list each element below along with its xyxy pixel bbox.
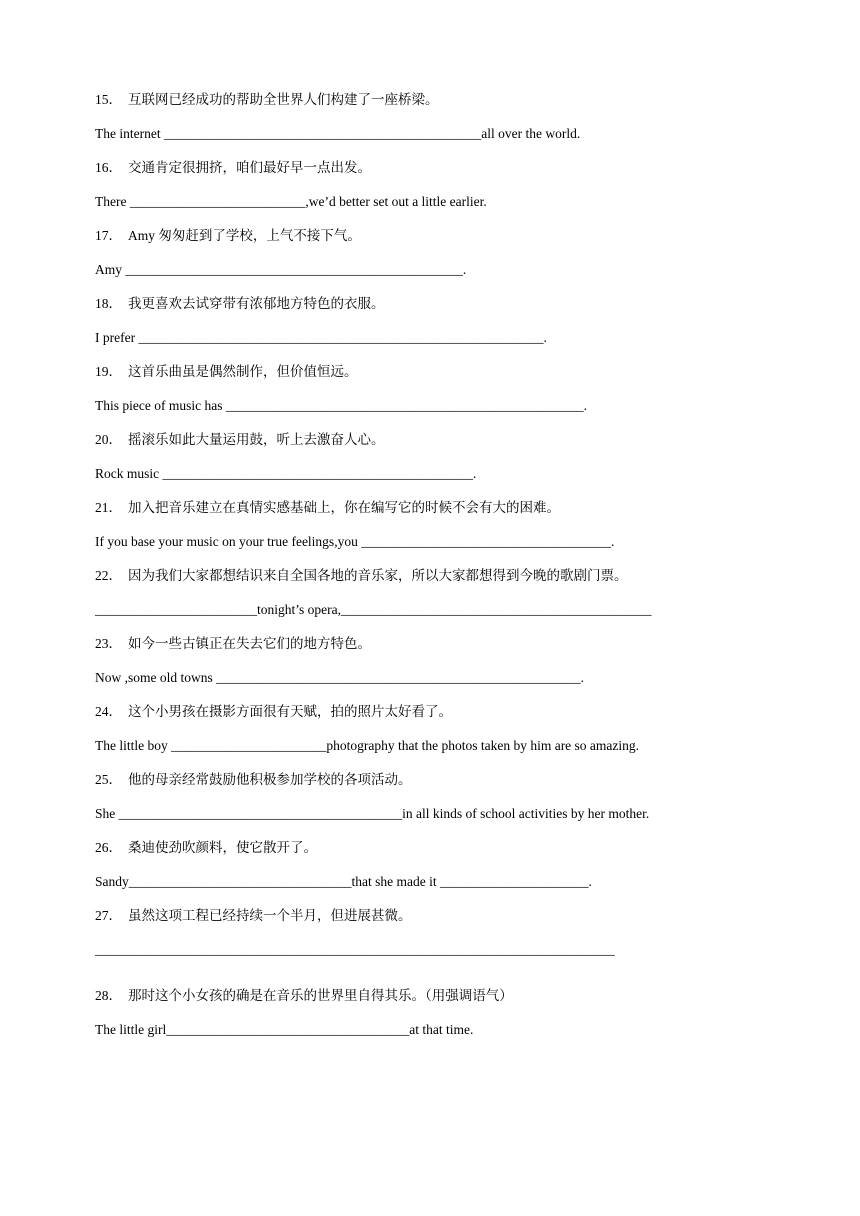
exercise-prompt xyxy=(95,633,795,655)
exercise-prompt xyxy=(95,225,795,247)
exercise-prompt xyxy=(95,429,795,451)
prompt-text: 如今一些古镇正在失去它们的地方特色。 xyxy=(128,636,371,651)
answer-line[interactable]: Now ,some old towns ______________________________________________________. xyxy=(95,670,584,685)
answer-line[interactable]: The little boy _______________________photography that the photos taken by him are so amazing. xyxy=(95,738,640,753)
exercise-number: 16． xyxy=(95,160,122,175)
exercise-number: 24． xyxy=(95,704,122,719)
exercise-item xyxy=(95,769,795,825)
exercise-item xyxy=(95,361,795,417)
prompt-text: 因为我们大家都想结识来自全国各地的音乐家，所以大家都想得到今晚的歌剧门票。 xyxy=(128,568,628,583)
exercise-prompt xyxy=(95,701,795,723)
prompt-text: 那时这个小女孩的确是在音乐的世界里自得其乐。（用强调语气） xyxy=(128,988,513,1003)
answer-line[interactable]: The internet _______________________________________________all over the world. xyxy=(95,126,581,141)
exercise-prompt xyxy=(95,497,795,519)
prompt-text: 这个小男孩在摄影方面很有天赋，拍的照片太好看了。 xyxy=(128,704,452,719)
exercise-item xyxy=(95,633,795,689)
answer-line[interactable]: The little girl____________________________________at that time. xyxy=(95,1022,474,1037)
prompt-text: 这首乐曲虽是偶然制作，但价值恒远。 xyxy=(128,364,358,379)
exercise-item xyxy=(95,89,795,145)
answer-line[interactable]: There __________________________,we’d better set out a little earlier. xyxy=(95,194,487,209)
exercise-prompt xyxy=(95,565,795,587)
exercise-item xyxy=(95,837,795,893)
answer-line[interactable]: ________________________tonight’s opera,______________________________________________ xyxy=(95,602,652,617)
exercise-prompt xyxy=(95,769,795,791)
prompt-text: 加入把音乐建立在真情实感基础上，你在编写它的时候不会有大的困难。 xyxy=(128,500,560,515)
exercise-number: 19． xyxy=(95,364,122,379)
exercise-item xyxy=(95,429,795,485)
answer-line[interactable]: This piece of music has _____________________________________________________. xyxy=(95,398,587,413)
exercise-number: 22． xyxy=(95,568,122,583)
exercise-item xyxy=(95,565,795,621)
exercise-number: 21． xyxy=(95,500,122,515)
exercise-number: 17． xyxy=(95,228,122,243)
prompt-text: 摇滚乐如此大量运用鼓，听上去激奋人心。 xyxy=(128,432,385,447)
exercise-prompt xyxy=(95,837,795,859)
answer-line[interactable]: If you base your music on your true feelings,you _____________________________________. xyxy=(95,534,615,549)
spacer xyxy=(95,973,795,985)
answer-line[interactable]: She __________________________________________in all kinds of school activities by her mother. xyxy=(95,806,650,821)
prompt-text: 交通肯定很拥挤，咱们最好早一点出发。 xyxy=(128,160,371,175)
exercise-item xyxy=(95,225,795,281)
exercise-number: 18． xyxy=(95,296,122,311)
exercise-item xyxy=(95,985,795,1041)
prompt-text: 他的母亲经常鼓励他积极参加学校的各项活动。 xyxy=(128,772,412,787)
prompt-text: 桑迪使劲吹颜料，使它散开了。 xyxy=(128,840,317,855)
exercise-prompt xyxy=(95,905,795,927)
prompt-text: 互联网已经成功的帮助全世界人们构建了一座桥梁。 xyxy=(128,92,439,107)
answer-line[interactable]: Amy __________________________________________________. xyxy=(95,262,467,277)
answer-line[interactable]: _____________________________________________________________________________ xyxy=(95,942,615,957)
exercise-prompt xyxy=(95,985,795,1007)
exercise-item xyxy=(95,157,795,213)
exercise-prompt xyxy=(95,361,795,383)
exercise-list xyxy=(95,89,795,1053)
exercise-prompt xyxy=(95,89,795,111)
exercise-number: 28． xyxy=(95,988,122,1003)
exercise-item xyxy=(95,497,795,553)
exercise-item xyxy=(95,701,795,757)
exercise-number: 25． xyxy=(95,772,122,787)
exercise-number: 23． xyxy=(95,636,122,651)
exercise-number: 15． xyxy=(95,92,122,107)
exercise-number: 26． xyxy=(95,840,122,855)
prompt-text: Amy 匆匆赶到了学校，上气不接下气。 xyxy=(128,228,361,243)
answer-line[interactable]: Rock music ______________________________________________. xyxy=(95,466,477,481)
answer-line[interactable]: I prefer ____________________________________________________________. xyxy=(95,330,547,345)
exercise-prompt xyxy=(95,157,795,179)
answer-line[interactable]: Sandy_________________________________that she made it ______________________. xyxy=(95,874,592,889)
prompt-text: 虽然这项工程已经持续一个半月，但进展甚微。 xyxy=(128,908,412,923)
exercise-item xyxy=(95,293,795,349)
exercise-item xyxy=(95,905,795,985)
exercise-prompt xyxy=(95,293,795,315)
exercise-number: 27． xyxy=(95,908,122,923)
exercise-number: 20． xyxy=(95,432,122,447)
prompt-text: 我更喜欢去试穿带有浓郁地方特色的衣服。 xyxy=(128,296,385,311)
